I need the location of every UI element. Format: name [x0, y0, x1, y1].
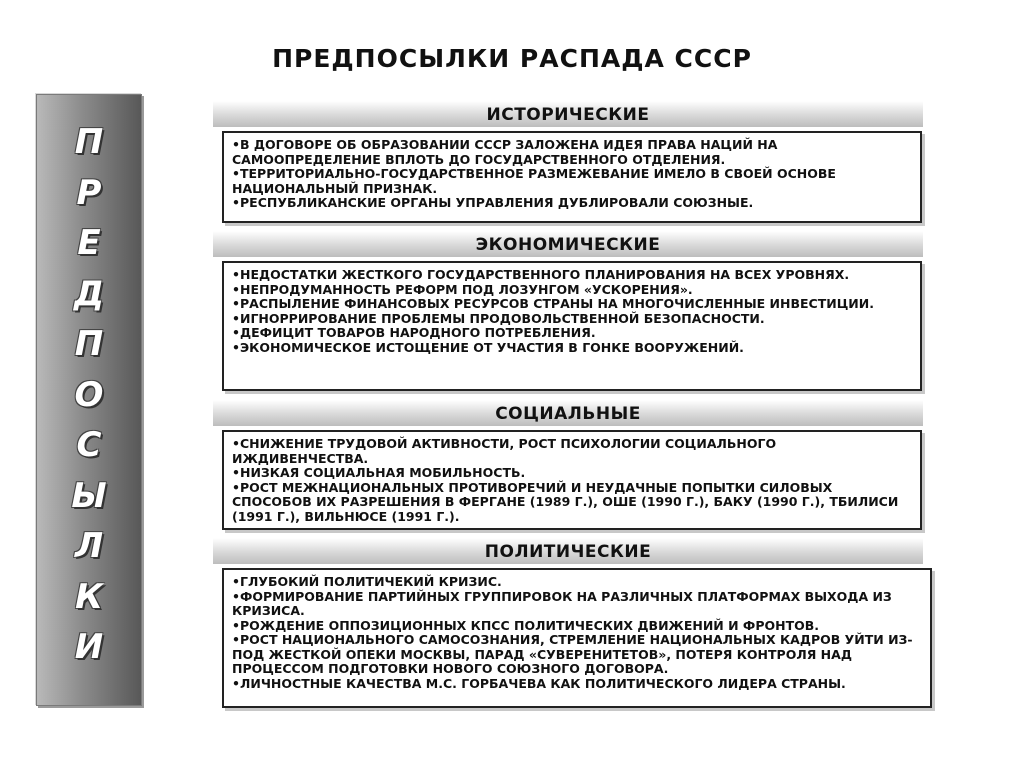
- side-letter: П: [74, 122, 104, 162]
- list-item: •В ДОГОВОРЕ ОБ ОБРАЗОВАНИИ СССР ЗАЛОЖЕНА ИДЕЯ ПРАВА НАЦИЙ НА САМООПРЕДЕЛЕНИЕ ВПЛОТЬ ДО ГОСУДАРСТВЕННОГО ОТДЕЛЕНИЯ.: [232, 137, 778, 167]
- side-letter: И: [74, 627, 104, 667]
- list-item: •НЕДОСТАТКИ ЖЕСТКОГО ГОСУДАРСТВЕННОГО ПЛАНИРОВАНИЯ НА ВСЕХ УРОВНЯХ.: [232, 267, 850, 282]
- list-item: •РОСТ НАЦИОНАЛЬНОГО САМОСОЗНАНИЯ, СТРЕМЛЕНИЕ НАЦИОНАЛЬНЫХ КАДРОВ УЙТИ ИЗ-ПОД ЖЕСТКОЙ ОПЕКИ МОСКВЫ, ПАРАД «СУВЕРЕНИТЕТОВ», ПОТЕРЯ КОНТРОЛЯ НАД ПРОЦЕССОМ ПОДГОТОВКИ НОВОГО СОЮЗНОГО ДОГОВОРА.: [232, 632, 913, 676]
- side-letter: Л: [74, 526, 104, 566]
- side-letter: Р: [76, 172, 102, 213]
- side-letter: П: [74, 324, 104, 364]
- section-header-historical: ИСТОРИЧЕСКИЕ: [213, 101, 923, 127]
- section-box-economic: [222, 261, 922, 391]
- list-item: •СНИЖЕНИЕ ТРУДОВОЙ АКТИВНОСТИ, РОСТ ПСИХОЛОГИИ СОЦИАЛЬНОГО ИЖДИВЕНЧЕСТВА.: [232, 436, 777, 466]
- side-label-letters: [37, 117, 141, 673]
- list-item: •НИЗКАЯ СОЦИАЛЬНАЯ МОБИЛЬНОСТЬ.: [232, 465, 526, 480]
- list-item: •ДЕФИЦИТ ТОВАРОВ НАРОДНОГО ПОТРЕБЛЕНИЯ.: [232, 325, 596, 340]
- side-letter: К: [75, 576, 103, 617]
- section-box-social: [222, 430, 922, 530]
- section-header-political: ПОЛИТИЧЕСКИЕ: [213, 538, 923, 564]
- list-item: •РОЖДЕНИЕ ОППОЗИЦИОННЫХ КПСС ПОЛИТИЧЕСКИХ ДВИЖЕНИЙ И ФРОНТОВ.: [232, 617, 819, 633]
- section-box-political: [222, 568, 932, 708]
- list-item: •ФОРМИРОВАНИЕ ПАРТИЙНЫХ ГРУППИРОВОК НА РАЗЛИЧНЫХ ПЛАТФОРМАХ ВЫХОДА ИЗ КРИЗИСА.: [232, 588, 892, 618]
- section-header-economic: ЭКОНОМИЧЕСКИЕ: [213, 231, 923, 257]
- list-item: •РАСПЫЛЕНИЕ ФИНАНСОВЫХ РЕСУРСОВ СТРАНЫ НА МНОГОЧИСЛЕННЫЕ ИНВЕСТИЦИИ.: [232, 296, 874, 311]
- list-item: •РОСТ МЕЖНАЦИОНАЛЬНЫХ ПРОТИВОРЕЧИЙ И НЕУДАЧНЫЕ ПОПЫТКИ СИЛОВЫХ СПОСОБОВ ИХ РАЗРЕШЕНИЯ В ФЕРГАНЕ (1989 Г.), ОШЕ (1990 Г.), БАКУ (1990 Г.), ТБИЛИСИ (1991 Г.), ВИЛЬНЮСЕ (1991 Г.).: [232, 479, 899, 524]
- page-title: ПРЕДПОСЫЛКИ РАСПАДА СССР: [272, 44, 752, 73]
- side-letter: Е: [77, 223, 101, 263]
- list-item: •ИГНОРРИРОВАНИЕ ПРОБЛЕМЫ ПРОДОВОЛЬСТВЕННОЙ БЕЗОПАСНОСТИ.: [232, 310, 765, 326]
- list-item: •РЕСПУБЛИКАНСКИЕ ОРГАНЫ УПРАВЛЕНИЯ ДУБЛИРОВАЛИ СОЮЗНЫЕ.: [232, 195, 754, 210]
- side-letter: Ы: [71, 475, 107, 516]
- side-letter: С: [76, 425, 102, 465]
- list-item: •ЛИЧНОСТНЫЕ КАЧЕСТВА М.С. ГОРБАЧЕВА КАК ПОЛИТИЧЕСКОГО ЛИДЕРА СТРАНЫ.: [232, 675, 846, 691]
- section-box-historical: [222, 131, 922, 223]
- list-item: •ЭКОНОМИЧЕСКОЕ ИСТОЩЕНИЕ ОТ УЧАСТИЯ В ГОНКЕ ВООРУЖЕНИЙ.: [232, 339, 744, 355]
- list-item: •НЕПРОДУМАННОСТЬ РЕФОРМ ПОД ЛОЗУНГОМ «УСКОРЕНИЯ».: [232, 281, 693, 297]
- side-letter: О: [74, 374, 104, 415]
- side-label-panel: [36, 94, 142, 706]
- side-letter: Д: [73, 273, 105, 314]
- list-item: •ТЕРРИТОРИАЛЬНО-ГОСУДАРСТВЕННОЕ РАЗМЕЖЕВАНИЕ ИМЕЛО В СВОЕЙ ОСНОВЕ НАЦИОНАЛЬНЫЙ ПРИЗНАК.: [232, 166, 836, 196]
- section-header-social: СОЦИАЛЬНЫЕ: [213, 400, 923, 426]
- list-item: •ГЛУБОКИЙ ПОЛИТИЧЕКИЙ КРИЗИС.: [232, 574, 502, 589]
